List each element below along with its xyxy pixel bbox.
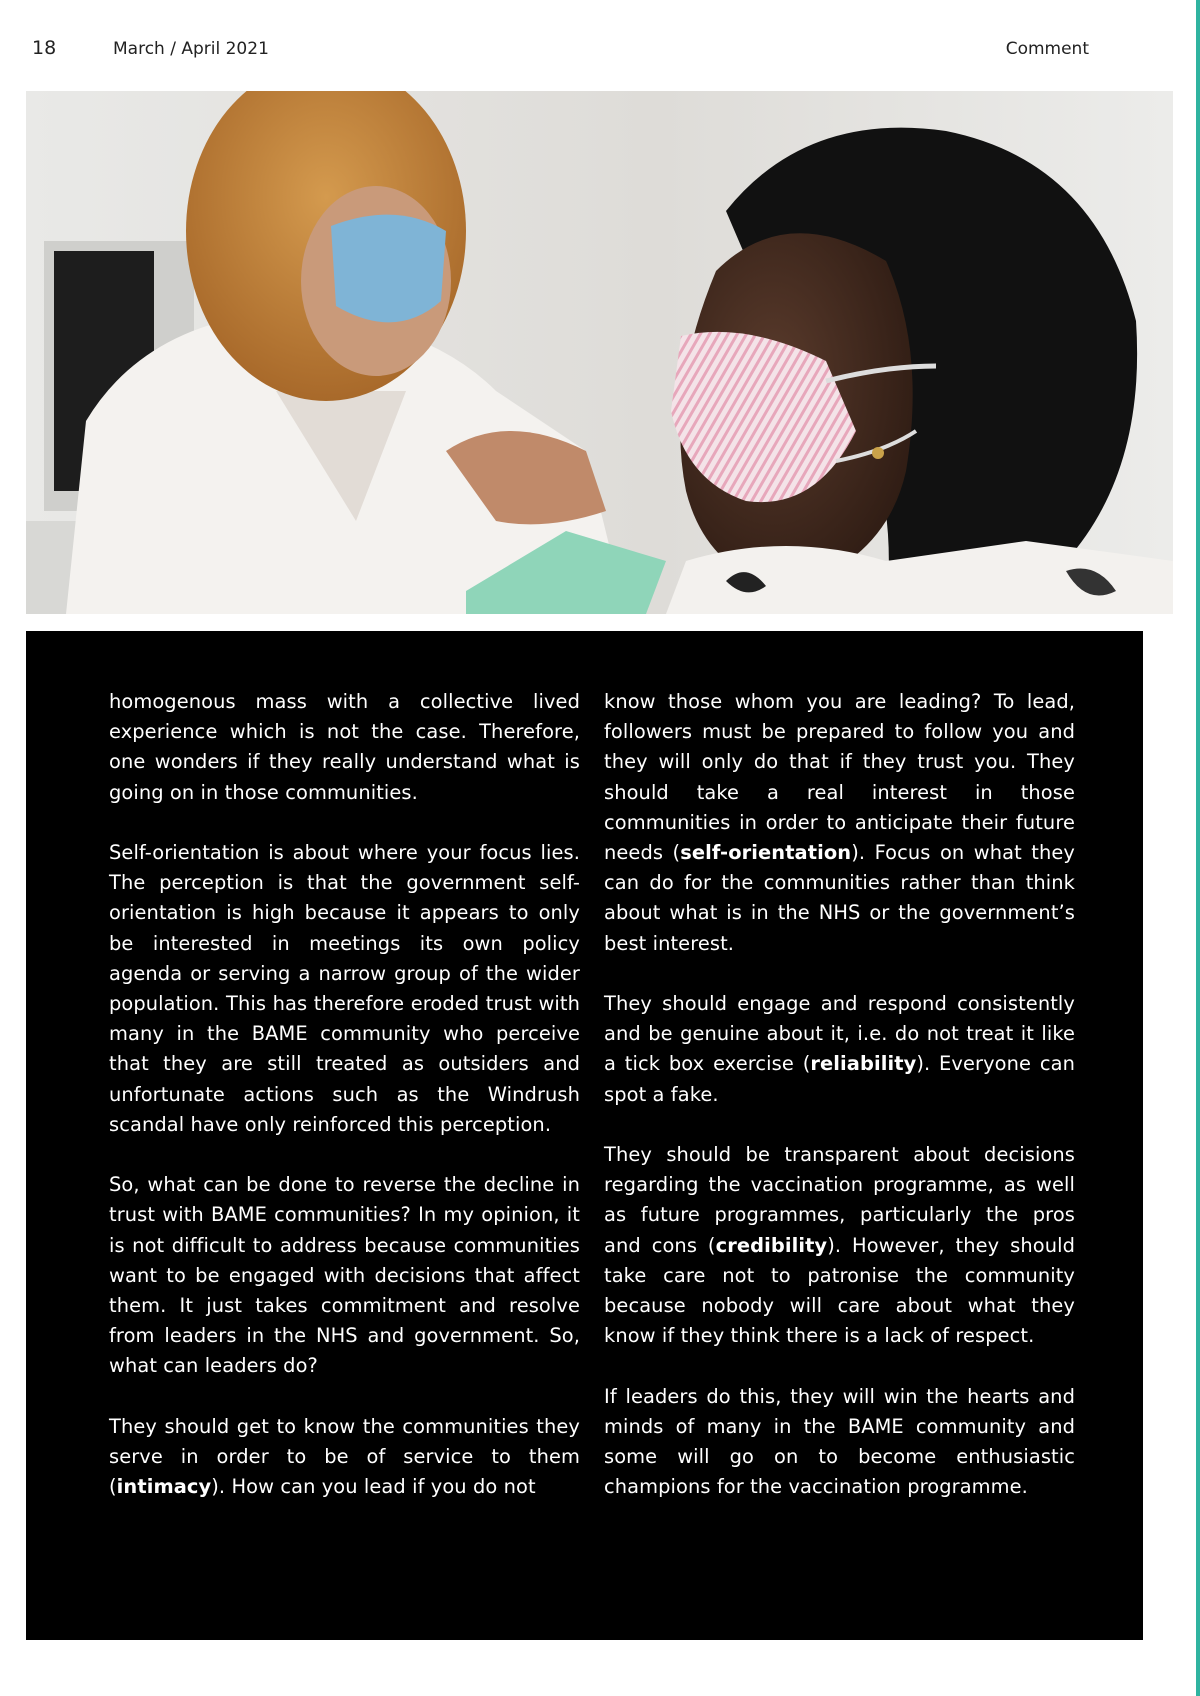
page-number: 18 [32,37,57,59]
paragraph [109,838,580,1140]
keyword-reliability: reliability [810,1052,917,1076]
paragraph [604,1140,1075,1351]
paragraph [109,1412,580,1503]
paragraph-text: They should get to know the communities they serve in order to be of service to them ( [109,1414,580,1499]
issue-date: March / April 2021 [113,39,269,59]
vaccination-photo [26,91,1173,614]
article-panel [26,631,1143,1640]
paragraph [604,687,1075,959]
paragraph-text: Self-orientation is about where your focus lies. The perception is that the government self-orientation is high because it appears to only be interested in meetings its own policy agenda or serving a narrow group of the wider population. This has therefore eroded trust with many in the BAME community who perceive that they are still treated as outsiders and unfortunate actions such as the Windrush scandal have only reinforced this perception. [109,841,580,1136]
paragraph-text: They should be transparent about decisions regarding the vaccination programme, as well as future programmes, particularly the pros and cons ( [604,1143,1075,1257]
article-left-column [109,687,580,1533]
paragraph [604,1382,1075,1503]
paragraph [109,687,580,808]
paragraph-text: ). However, they should take care not to patronise the community because nobody will care about what they know if they think there is a lack of respect. [604,1233,1075,1348]
keyword-intimacy: intimacy [116,1475,212,1499]
keyword-credibility: credibility [715,1233,828,1257]
paragraph-text: So, what can be done to reverse the decline in trust with BAME communities? In my opinion, it is not difficult to address because communities want to be engaged with decisions that affect them. It just takes commitment and resolve from leaders in the NHS and government. So, what can leaders do? [109,1173,580,1378]
paragraph-text: If leaders do this, they will win the hearts and minds of many in the BAME community and some will go on to become enthusiastic champions for the vaccination programme. [604,1384,1075,1499]
paragraph [109,1170,580,1381]
teal-page-edge [1196,0,1200,1696]
paragraph-text: ). How can you lead if you do not [211,1475,536,1499]
paragraph-text: know those whom you are leading? To lead, followers must be prepared to follow you and they will only do that if they trust you. They should take a real interest in those communities in order to anticipate their future needs ( [604,690,1075,865]
paragraph [604,989,1075,1110]
paragraph-text: They should engage and respond consistently and be genuine about it, i.e. do not treat it like a tick box exercise ( [604,992,1075,1076]
paragraph-text: ). Focus on what they can do for the communities rather than think about what is in the NHS or the government’s best interest. [604,841,1075,955]
keyword-self-orientation: self-orientation [680,841,852,865]
article-right-column [604,687,1075,1533]
paragraph-text: ). Everyone can spot a fake. [604,1052,1075,1106]
paragraph-text: homogenous mass with a collective lived experience which is not the case. Therefore, one wonders if they really understand what is going on in those communities. [109,690,580,804]
section-name: Comment [1005,39,1089,59]
